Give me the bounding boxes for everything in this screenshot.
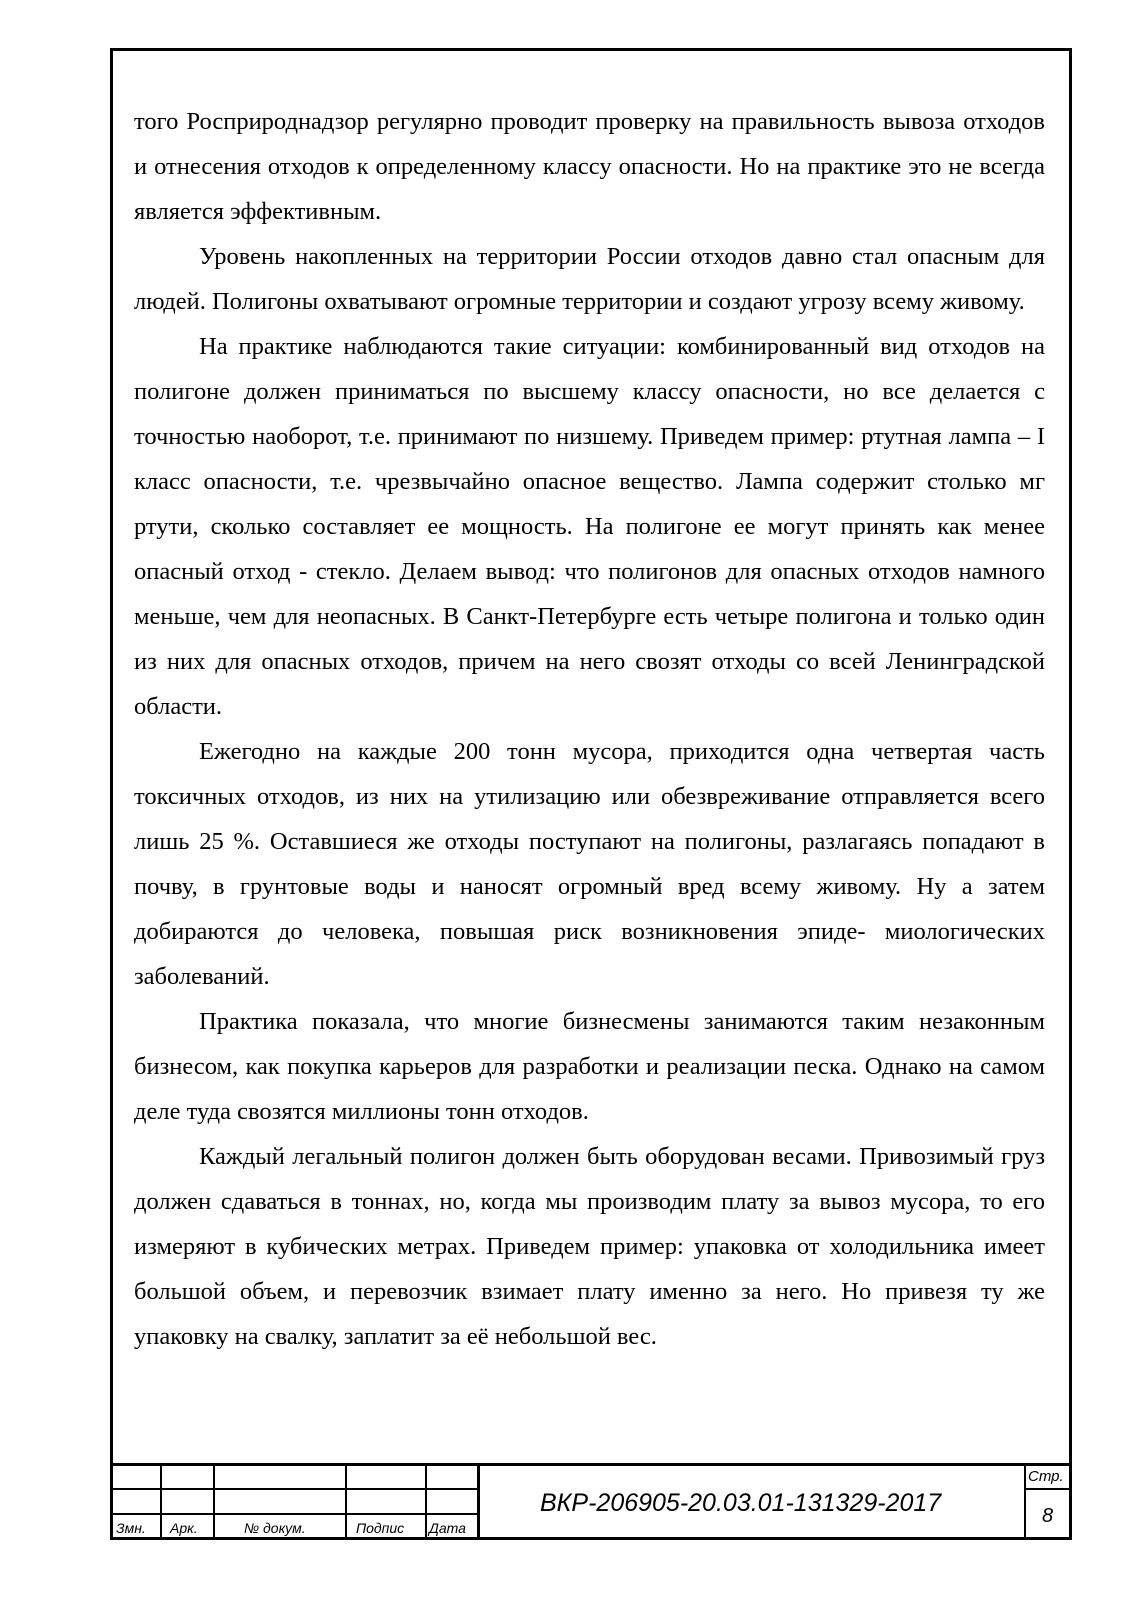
stamp-top-line — [110, 1463, 1072, 1466]
stamp-page-row-line — [1024, 1488, 1072, 1490]
stamp-label-podpis: Подпис — [356, 1520, 405, 1536]
document-number: ВКР-206905-20.03.01-131329-2017 — [540, 1489, 942, 1517]
paragraph-5: Практика показала, что многие бизнесмены занимаются таким незаконным бизнесом, как покупка карьеров для разработки и реализации песка. Однако на самом деле туда свозятся миллионы тонн отходов. — [134, 1008, 1045, 1125]
stamp-page-col-line — [1024, 1463, 1026, 1540]
stamp-label-zmn: Змн. — [116, 1520, 146, 1536]
paragraph-2: Уровень накопленных на территории России отходов давно стал опасным для людей. Полигоны охватывают огромные территории и создают угрозу всему живому. — [134, 243, 1045, 315]
stamp-page-label: Стр. — [1028, 1468, 1064, 1485]
stamp-label-data: Дата — [429, 1520, 466, 1536]
paragraph-6: Каждый легальный полигон должен быть оборудован весами. Привозимый груз должен сдаваться в тоннах, но, когда мы производим плату за вывоз мусора, то его измеряют в кубических метрах. Приведем пример: упаковка от холодильника имеет большой объем, и перевозчик взимает плату именно за него. Но привезя ту же упаковку на свалку, заплатит за её небольшой вес. — [134, 1143, 1045, 1350]
stamp-col-line-1 — [160, 1463, 162, 1540]
page-number: 8 — [1042, 1505, 1054, 1527]
stamp-col-line-4 — [425, 1463, 427, 1540]
stamp-col-line-2 — [213, 1463, 215, 1540]
document-body — [134, 99, 1045, 1359]
title-block — [110, 1463, 1072, 1540]
stamp-label-ark: Арк. — [170, 1520, 198, 1536]
stamp-col-line-5 — [477, 1463, 480, 1540]
paragraph-3: На практике наблюдаются такие ситуации: комбинированный вид отходов на полигоне должен приниматься по высшему классу опасности, но все делается с точностью наоборот, т.е. принимают по низшему. Приведем пример: ртутная лампа – I класс опасности, т.е. чрезвычайно опасное вещество. Лампа содержит столько мг ртути, сколько составляет ее мощность. На полигоне ее могут принять как менее опасный отход - стекло. Делаем вывод: что полигонов для опасных отходов намного меньше, чем для неопасных. В Санкт-Петербурге есть четыре полигона и только один из них для опасных отходов, причем на него свозят отходы со всей Ленинградской области. — [134, 333, 1045, 720]
paragraph-4: Ежегодно на каждые 200 тонн мусора, приходится одна четвертая часть токсичных отходов, из них на утилизацию или обезвреживание отправляется всего лишь 25 %. Оставшиеся же отходы поступают на полигоны, разлагаясь попадают в почву, в грунтовые воды и наносят огромный вред всему живому. Ну а затем добираются до человека, повышая риск возникновения эпиде- миологических заболеваний. — [134, 738, 1045, 990]
stamp-label-dokum: № докум. — [244, 1520, 306, 1536]
paragraph-1: того Росприроднадзор регулярно проводит проверку на правильность вывоза отходов и отнесения отходов к определенному классу опасности. Но на практике это не всегда является эффективным. — [134, 108, 1045, 225]
stamp-col-line-3 — [345, 1463, 347, 1540]
